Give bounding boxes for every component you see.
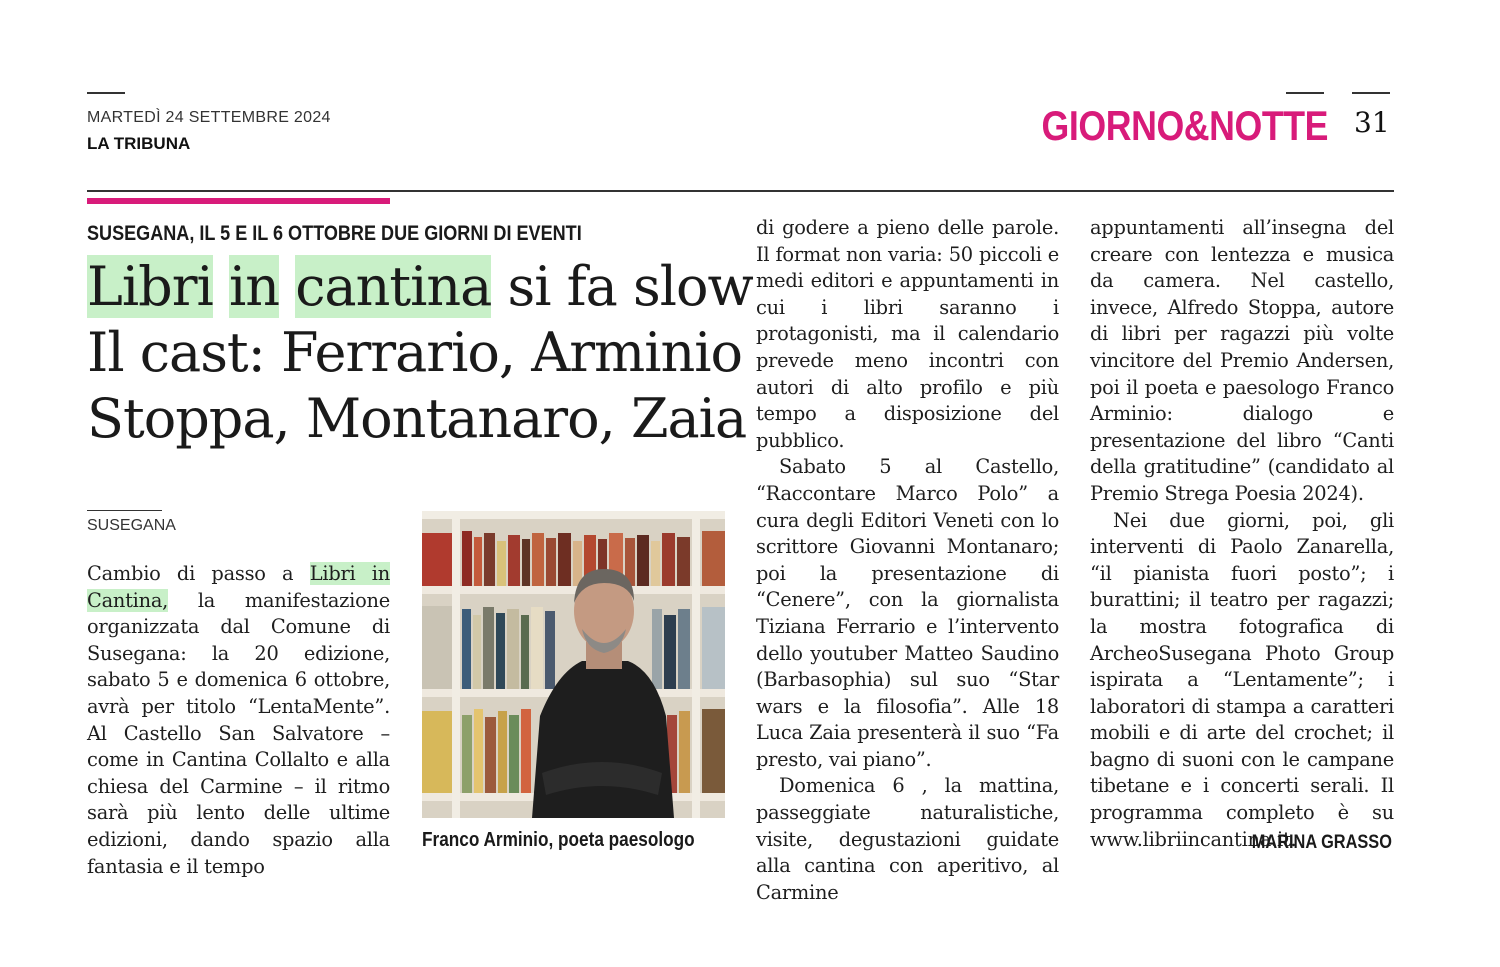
event-link[interactable]: Libri in Cantina, — [87, 562, 390, 612]
accent-bar — [87, 198, 390, 204]
headline-highlight: cantina — [295, 255, 492, 318]
dateline-rule — [87, 510, 162, 511]
paragraph: Nei due giorni, poi, gli interventi di Paolo Zanarella, “il pianista fuori posto”; i burattini; il teatro per ragazzi; la mostra fotografica di ArcheoSusegana Photo Group ispirata a “Lentamente”; i laboratori di stampa a caratteri mobili e di arte del crochet; il bagno di suoni con le campane tibetane e i concerti serali. Il programma completo è su www.libriincantina.it. — [1090, 508, 1394, 851]
article-photo — [422, 511, 725, 818]
dateline: SUSEGANA — [87, 517, 176, 534]
paragraph: appuntamenti all’insegna del creare con lentezza e musica da camera. Nel castello, invece, Alfredo Stoppa, autore di libri per ragazzi più volte vincitore del Premio Andersen, poi il poeta e paesologo Franco Arminio: dialogo e presentazione del libro “Canti della gratitudine” (candidato al Premio Strega Poesia 2024). — [1090, 216, 1394, 505]
headline-text: si fa slow — [491, 255, 753, 318]
photo-caption: Franco Arminio, poeta paesologo — [422, 829, 695, 851]
article-kicker: SUSEGANA, IL 5 E IL 6 OTTOBRE DUE GIORNI DI EVENTI — [87, 222, 582, 245]
paragraph: Domenica 6 , la mattina, passeggiate naturalistiche, visite, degustazioni guidate alla cantina con aperitivo, al Carmine — [756, 774, 1059, 904]
header-section-rule — [1286, 92, 1324, 94]
paragraph-text: la manifestazione organizzata dal Comune di Susegana: la 20 edizione, sabato 5 e domenica 6 ottobre, avrà per titolo “LentaMente”. Al Castello San Salvatore – come in Cantina Collalto e alla chiesa del Carmine – il ritmo sarà più lento delle ultime edizioni, dando spazio alla fantasia e il tempo — [87, 588, 390, 878]
paragraph: Sabato 5 al Castello, “Raccontare Marco Polo” a cura degli Editori Veneti con lo scrittore Giovanni Montanaro; poi la presentazione di “Cenere”, con la giornalista Tiziana Ferrario e l’intervento dello youtuber Matteo Saudino (Barbasophia) sul suo “Star wars e la filosofia”. Alle 18 Luca Zaia presenterà il suo “Fa presto, vai piano”. — [756, 455, 1059, 771]
headline-line-3: Stoppa, Montanaro, Zaia — [87, 387, 747, 450]
article-column-3 — [1090, 215, 1394, 853]
article-column-1 — [87, 561, 390, 880]
issue-date: MARTEDÌ 24 SETTEMBRE 2024 — [87, 109, 331, 126]
paragraph-text: Cambio di passo a — [87, 562, 310, 585]
headline-highlight: in — [228, 255, 280, 318]
headline-line-1 — [87, 254, 753, 320]
article-byline: MARINA GRASSO — [1251, 832, 1392, 853]
header-page-rule — [1352, 92, 1390, 94]
paragraph — [87, 561, 390, 880]
paragraph: di godere a pieno delle parole. Il format non varia: 50 piccoli e medi editori e appuntamenti in cui i libri saranno i protagonisti, ma il calendario prevede meno incontri con autori di alto profilo e più tempo a disposizione del pubblico. — [756, 216, 1059, 452]
article-headline — [87, 254, 753, 452]
header-left-rule — [87, 92, 125, 94]
section-title: GIORNO&NOTTE — [1041, 102, 1328, 149]
headline-highlight: Libri — [87, 255, 213, 318]
photo-franco-arminio — [422, 511, 725, 818]
top-rule — [87, 190, 1394, 192]
headline-line-2: Il cast: Ferrario, Arminio — [87, 321, 743, 384]
page-number: 31 — [1354, 106, 1390, 139]
article-column-2 — [756, 215, 1059, 906]
newspaper-name: LA TRIBUNA — [87, 134, 191, 153]
